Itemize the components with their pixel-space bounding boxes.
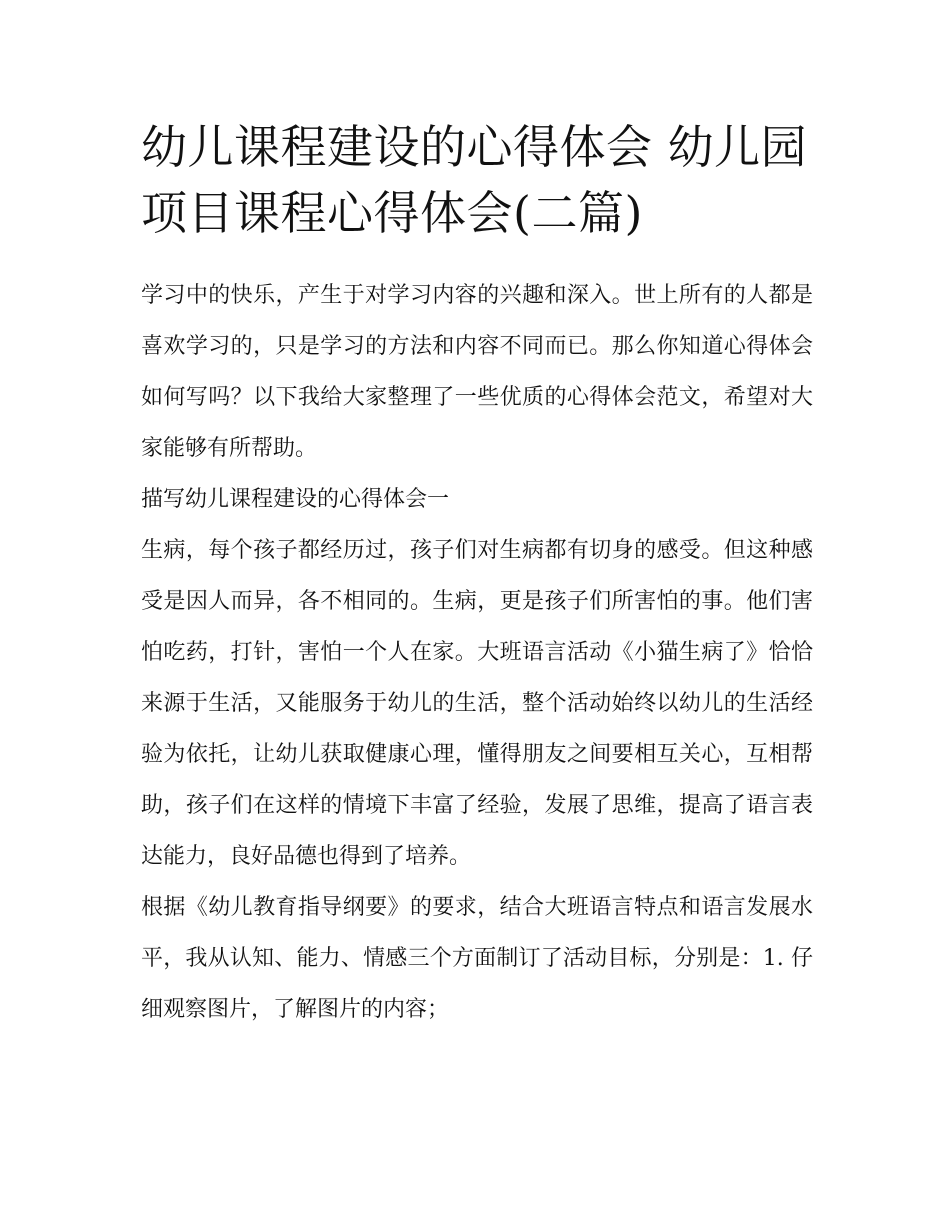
body-paragraph-2: 根据《幼儿教育指导纲要》的要求，结合大班语言特点和语言发展水平，我从认知、能力、情感三个方面制订了活动目标，分别是：1. 仔细观察图片，了解图片的内容； [141, 895, 813, 1022]
document-title: 幼儿课程建设的心得体会 幼儿园项目课程心得体会(二篇) [141, 120, 808, 240]
intro-paragraph: 学习中的快乐，产生于对学习内容的兴趣和深入。世上所有的人都是喜欢学习的，只是学习的方法和内容不同而已。那么你知道心得体会如何写吗？以下我给大家整理了一些优质的心得体会范文，希望对大家能够有所帮助。 [141, 283, 813, 461]
document-content [141, 114, 813, 1035]
body-paragraph-1: 生病，每个孩子都经历过，孩子们对生病都有切身的感受。但这种感受是因人而异，各不相同的。生病，更是孩子们所害怕的事。他们害怕吃药，打针，害怕一个人在家。大班语言活动《小猫生病了》恰恰来源于生活，又能服务于幼儿的生活，整个活动始终以幼儿的生活经验为依托，让幼儿获取健康心理，懂得朋友之间要相互关心，互相帮助，孩子们在这样的情境下丰富了经验，发展了思维，提高了语言表达能力，良好品德也得到了培养。 [141, 538, 813, 869]
section-heading: 描写幼儿课程建设的心得体会一 [141, 487, 450, 512]
